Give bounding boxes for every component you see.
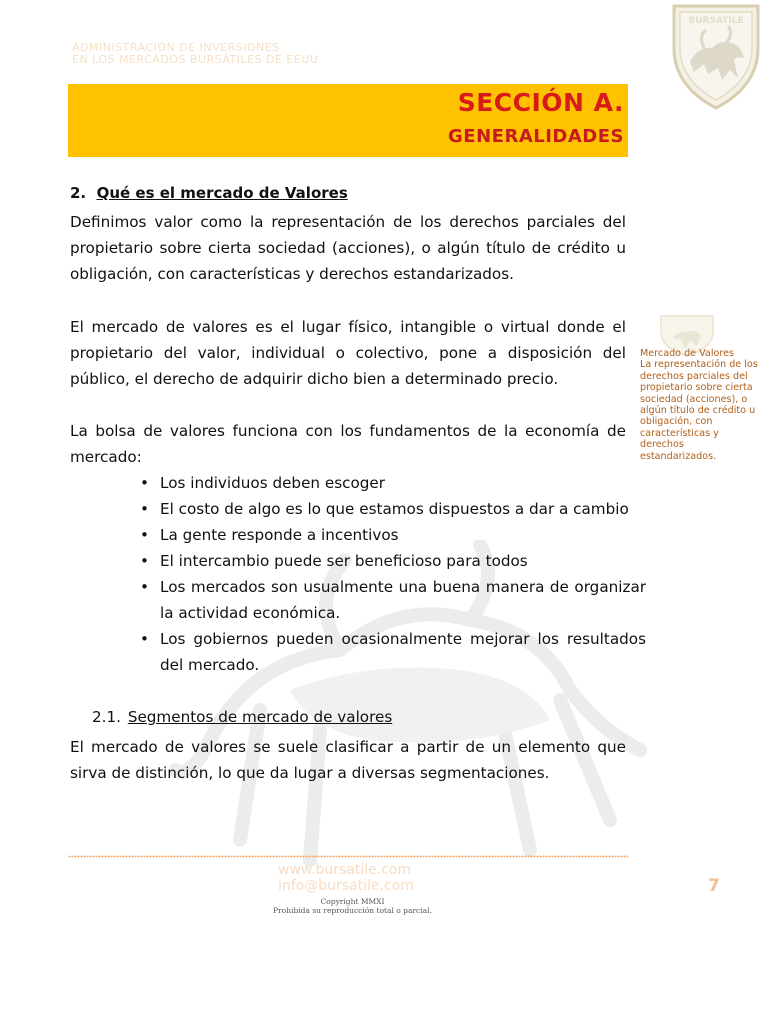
section-banner bbox=[68, 84, 628, 157]
page-number: 7 bbox=[708, 876, 720, 896]
bullet-icon: • bbox=[140, 630, 149, 648]
heading-number: 2. bbox=[70, 184, 87, 202]
sidebar-note-title: Mercado de Valores bbox=[640, 348, 734, 359]
subsection-heading bbox=[92, 708, 392, 726]
list-item: • Los mercados son usualmente una buena manera de organizar la actividad económica. bbox=[160, 574, 646, 626]
footer-website-link[interactable]: www.bursatile.com bbox=[278, 862, 412, 878]
sidebar-note-text: La representación de los derechos parciales del propietario sobre cierta sociedad (acciones), o algún título de crédito u obligación, con características y derechos estandarizados. bbox=[640, 359, 758, 462]
section-heading bbox=[70, 184, 348, 202]
section-title: SECCIÓN A. bbox=[457, 88, 624, 117]
paragraph-definition: Definimos valor como la representación de los derechos parciales del propietario sobre cierta sociedad (acciones), o algún título de crédito u obligación, con características y derechos estandarizados. bbox=[70, 213, 626, 283]
list-item: • El costo de algo es lo que estamos dispuestos a dar a cambio bbox=[160, 496, 646, 522]
list-item: • Los gobiernos pueden ocasionalmente mejorar los resultados del mercado. bbox=[160, 626, 646, 678]
header-title-line2: EN LOS MERCADOS BURSÁTILES DE EEUU bbox=[72, 53, 319, 66]
subsection-number: 2.1. bbox=[92, 708, 121, 726]
paragraph-economy: La bolsa de valores funciona con los fundamentos de la economía de mercado: bbox=[70, 422, 626, 466]
heading-text: Qué es el mercado de Valores bbox=[96, 184, 348, 202]
list-item: • La gente responde a incentivos bbox=[160, 522, 646, 548]
logo-text: BURSATILE bbox=[688, 16, 744, 26]
footer-email-link[interactable]: info@bursatile.com bbox=[278, 878, 414, 894]
header-title-line1: ADMINISTRACIÓN DE INVERSIONES bbox=[72, 41, 280, 54]
bullet-icon: • bbox=[140, 474, 149, 492]
sidebar-note bbox=[640, 348, 760, 462]
bullet-icon: • bbox=[140, 552, 149, 570]
section-subtitle: GENERALIDADES bbox=[448, 126, 624, 147]
bursatile-logo-icon bbox=[664, 0, 768, 112]
footer-copyright: Copyright MMXI bbox=[320, 897, 385, 906]
bullet-icon: • bbox=[140, 578, 149, 596]
list-item: • El intercambio puede ser beneficioso para todos bbox=[160, 548, 646, 574]
list-item: • Los individuos deben escoger bbox=[160, 470, 646, 496]
subsection-text: Segmentos de mercado de valores bbox=[127, 708, 393, 726]
bullet-list bbox=[140, 470, 646, 678]
paragraph-market: El mercado de valores es el lugar físico, intangible o virtual donde el propietario del valor, individual o colectivo, pone a disposición del público, el derecho de adquirir dicho bien a determinado precio. bbox=[70, 318, 626, 388]
paragraph-segments: El mercado de valores se suele clasificar a partir de un elemento que sirva de distinción, lo que da lugar a diversas segmentaciones. bbox=[70, 738, 626, 782]
footer-divider bbox=[68, 855, 628, 858]
bullet-icon: • bbox=[140, 500, 149, 518]
footer-rights: Prohibida su reproducción total o parcial. bbox=[273, 906, 432, 915]
bullet-icon: • bbox=[140, 526, 149, 544]
